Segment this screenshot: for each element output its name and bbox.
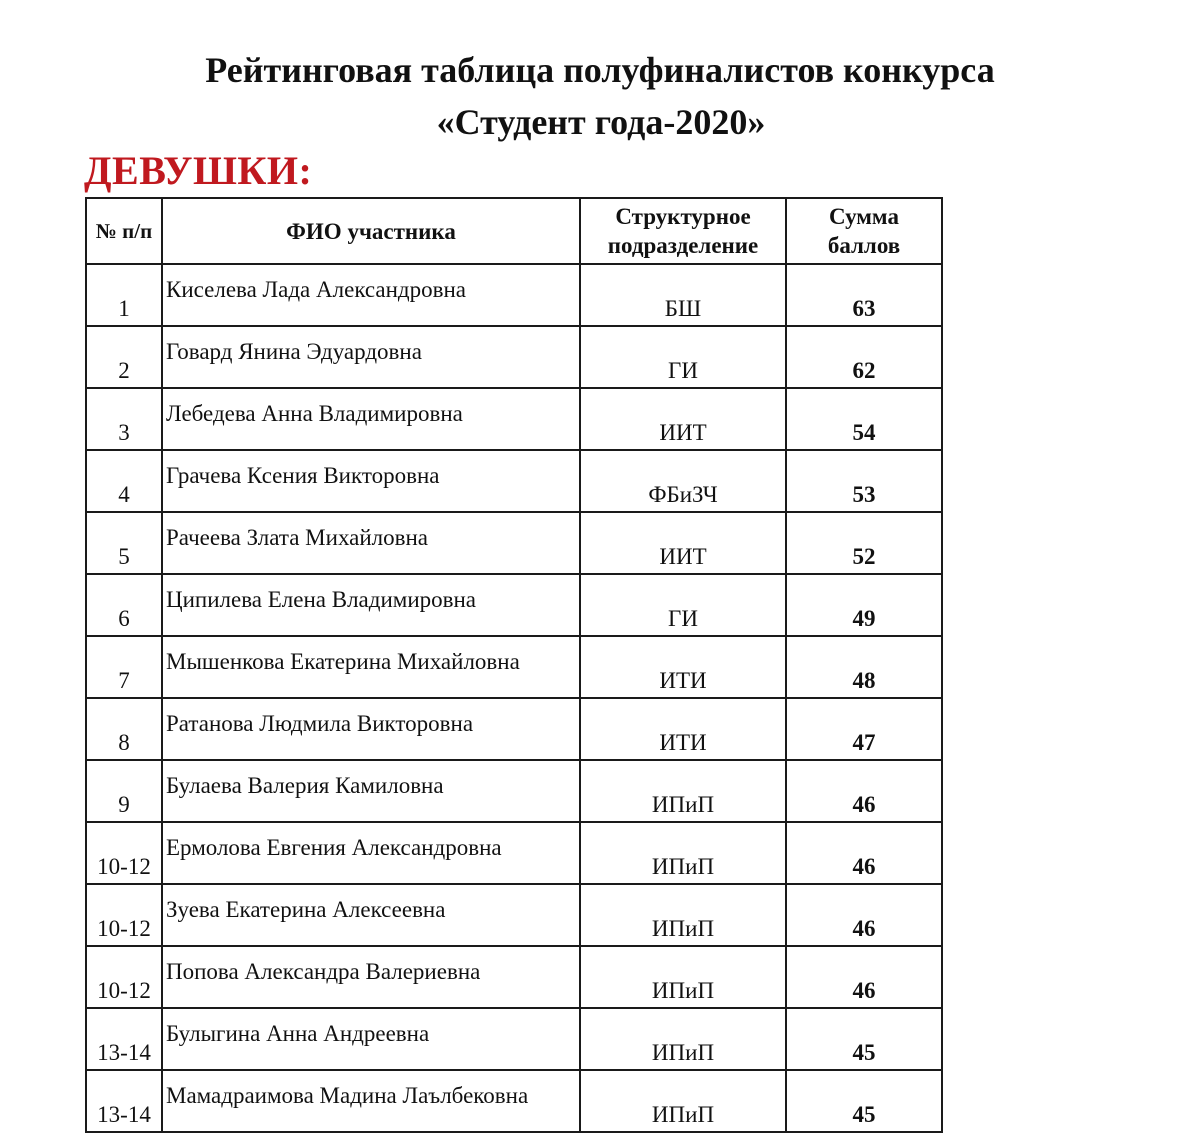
row-score: 62 <box>786 326 942 388</box>
page-title-line2: «Студент года-2020» <box>436 102 766 142</box>
table-row <box>86 822 942 884</box>
rating-table <box>85 197 943 1133</box>
row-division: ИИТ <box>580 512 786 574</box>
row-fio: Булаева Валерия Камиловна <box>162 760 580 822</box>
table-row <box>86 388 942 450</box>
row-fio: Грачева Ксения Викторовна <box>162 450 580 512</box>
header-division <box>580 198 786 264</box>
table-row <box>86 698 942 760</box>
table-row <box>86 574 942 636</box>
table-row <box>86 450 942 512</box>
row-fio: Ратанова Людмила Викторовна <box>162 698 580 760</box>
header-sum-line1: Сумма <box>829 204 899 229</box>
row-division: ГИ <box>580 574 786 636</box>
row-fio: Ципилева Елена Владимировна <box>162 574 580 636</box>
row-fio: Ермолова Евгения Александровна <box>162 822 580 884</box>
header-num: № п/п <box>86 198 162 264</box>
table-row <box>86 264 942 326</box>
row-num: 10-12 <box>86 822 162 884</box>
row-division: ИПиП <box>580 884 786 946</box>
header-fio: ФИО участника <box>162 198 580 264</box>
row-score: 46 <box>786 946 942 1008</box>
table-row <box>86 884 942 946</box>
table-row <box>86 326 942 388</box>
row-num: 6 <box>86 574 162 636</box>
row-division: ИТИ <box>580 698 786 760</box>
row-fio: Лебедева Анна Владимировна <box>162 388 580 450</box>
row-fio: Рачеева Злата Михайловна <box>162 512 580 574</box>
header-sum <box>786 198 942 264</box>
row-fio: Попова Александра Валериевна <box>162 946 580 1008</box>
row-num: 13-14 <box>86 1070 162 1132</box>
row-division: ИИТ <box>580 388 786 450</box>
row-division: ФБиЗЧ <box>580 450 786 512</box>
row-score: 49 <box>786 574 942 636</box>
row-fio: Булыгина Анна Андреевна <box>162 1008 580 1070</box>
row-fio: Говард Янина Эдуардовна <box>162 326 580 388</box>
row-num: 2 <box>86 326 162 388</box>
table-row <box>86 1008 942 1070</box>
row-score: 45 <box>786 1008 942 1070</box>
row-division: ИТИ <box>580 636 786 698</box>
row-score: 45 <box>786 1070 942 1132</box>
row-num: 13-14 <box>86 1008 162 1070</box>
row-score: 63 <box>786 264 942 326</box>
row-division: ИПиП <box>580 1070 786 1132</box>
table-header-row <box>86 198 942 264</box>
row-num: 4 <box>86 450 162 512</box>
section-title: ДЕВУШКИ: <box>84 148 313 193</box>
row-division: ИПиП <box>580 946 786 1008</box>
row-division: ГИ <box>580 326 786 388</box>
row-division: БШ <box>580 264 786 326</box>
row-division: ИПиП <box>580 760 786 822</box>
row-num: 7 <box>86 636 162 698</box>
row-score: 46 <box>786 822 942 884</box>
header-division-line1: Структурное <box>615 204 751 229</box>
row-num: 3 <box>86 388 162 450</box>
row-num: 5 <box>86 512 162 574</box>
row-score: 52 <box>786 512 942 574</box>
table-row <box>86 636 942 698</box>
row-num: 9 <box>86 760 162 822</box>
row-fio: Зуева Екатерина Алексеевна <box>162 884 580 946</box>
row-fio: Киселева Лада Александровна <box>162 264 580 326</box>
row-score: 48 <box>786 636 942 698</box>
row-score: 46 <box>786 884 942 946</box>
row-score: 47 <box>786 698 942 760</box>
row-num: 8 <box>86 698 162 760</box>
table-row <box>86 1070 942 1132</box>
page-title-line1: Рейтинговая таблица полуфиналистов конкурса <box>205 50 995 90</box>
table-row <box>86 946 942 1008</box>
header-sum-line2: баллов <box>827 233 901 258</box>
row-division: ИПиП <box>580 822 786 884</box>
row-division: ИПиП <box>580 1008 786 1070</box>
row-fio: Мамадраимова Мадина Лаълбековна <box>162 1070 580 1132</box>
header-division-line2: подразделение <box>607 233 759 258</box>
row-score: 54 <box>786 388 942 450</box>
row-num: 1 <box>86 264 162 326</box>
row-num: 10-12 <box>86 884 162 946</box>
row-score: 53 <box>786 450 942 512</box>
table-row <box>86 512 942 574</box>
row-num: 10-12 <box>86 946 162 1008</box>
row-fio: Мышенкова Екатерина Михайловна <box>162 636 580 698</box>
row-score: 46 <box>786 760 942 822</box>
table-row <box>86 760 942 822</box>
